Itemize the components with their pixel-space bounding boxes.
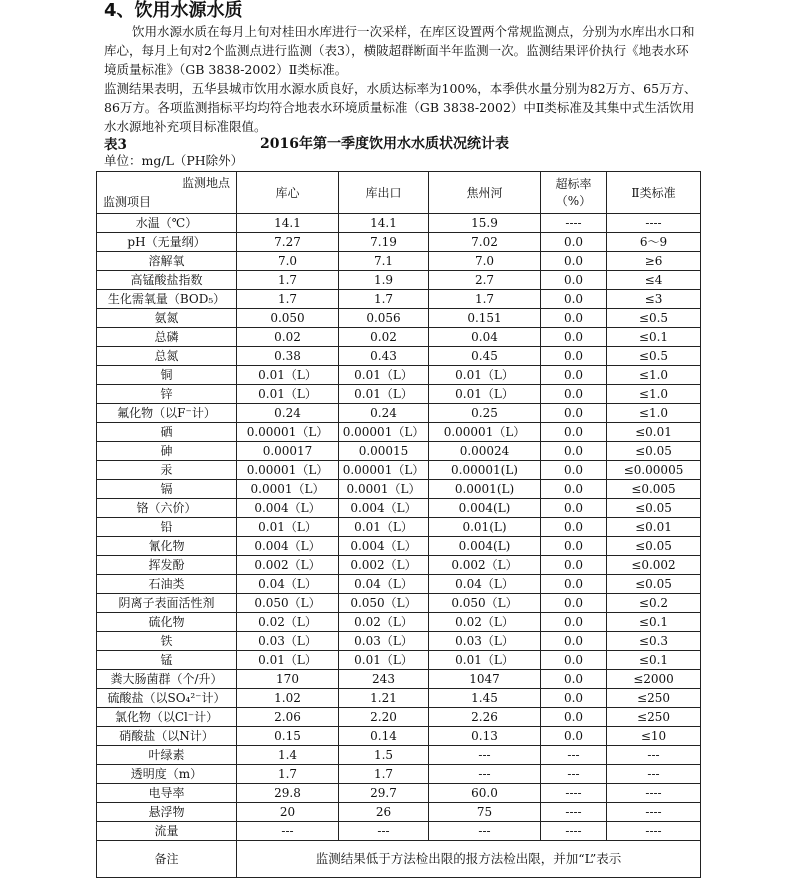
cell-kuchukou: 0.24 [339,404,429,423]
table-row [97,423,701,442]
cell-jiaozhouhe: 7.0 [429,252,541,271]
table-row [97,670,701,689]
table-row [97,727,701,746]
cell-standard: ≤0.1 [607,328,701,347]
cell-kuchukou: 0.004（L） [339,499,429,518]
cell-exceed-rate: 0.0 [541,613,607,632]
cell-exceed-rate: 0.0 [541,575,607,594]
header-exceed-rate-label: 超标率（%） [555,176,592,208]
cell-standard: ≤0.1 [607,613,701,632]
cell-item: 石油类 [97,575,237,594]
cell-jiaozhouhe: --- [429,822,541,841]
table-row [97,518,701,537]
cell-item: 总磷 [97,328,237,347]
cell-standard: ≤4 [607,271,701,290]
table-row [97,461,701,480]
table-row [97,575,701,594]
cell-kuchukou: 0.04（L） [339,575,429,594]
cell-kuxin: 0.01（L） [237,651,339,670]
header-corner-cell [97,172,237,214]
cell-exceed-rate: 0.0 [541,480,607,499]
cell-kuchukou: 0.01（L） [339,366,429,385]
cell-item: 锌 [97,385,237,404]
cell-kuchukou: 29.7 [339,784,429,803]
cell-kuxin: 170 [237,670,339,689]
cell-item: 悬浮物 [97,803,237,822]
cell-kuchukou: 0.43 [339,347,429,366]
table-row [97,385,701,404]
cell-item: 锰 [97,651,237,670]
cell-standard: ≤0.05 [607,537,701,556]
cell-jiaozhouhe: 0.00024 [429,442,541,461]
cell-kuchukou: 0.14 [339,727,429,746]
cell-exceed-rate: 0.0 [541,328,607,347]
cell-standard: ≤0.01 [607,423,701,442]
cell-jiaozhouhe: 7.02 [429,233,541,252]
cell-exceed-rate: 0.0 [541,670,607,689]
cell-kuchukou: 0.01（L） [339,385,429,404]
header-item-label: 监测项目 [103,195,152,209]
cell-kuchukou: 0.02（L） [339,613,429,632]
water-quality-table [96,171,701,878]
cell-kuxin: 29.8 [237,784,339,803]
cell-kuxin: 0.050 [237,309,339,328]
cell-standard: ≤0.00005 [607,461,701,480]
cell-exceed-rate: 0.0 [541,461,607,480]
cell-kuxin: 14.1 [237,214,339,233]
cell-item: 叶绿素 [97,746,237,765]
cell-item: 铬（六价） [97,499,237,518]
cell-jiaozhouhe: 0.04（L） [429,575,541,594]
cell-item: 高锰酸盐指数 [97,271,237,290]
cell-exceed-rate: 0.0 [541,518,607,537]
cell-kuchukou: 7.19 [339,233,429,252]
cell-standard: ≤3 [607,290,701,309]
cell-kuxin: 1.4 [237,746,339,765]
cell-item: 氰化物 [97,537,237,556]
cell-kuchukou: 243 [339,670,429,689]
cell-kuchukou: 0.00001（L） [339,423,429,442]
table-row [97,366,701,385]
cell-item: 挥发酚 [97,556,237,575]
cell-exceed-rate: 0.0 [541,727,607,746]
cell-kuchukou: 26 [339,803,429,822]
intro-paragraph: 饮用水源水质在每月上旬对桂田水库进行一次采样，在库区设置两个常规监测点，分别为水库出水口和库心，每月上旬对2个监测点进行监测（表3），横陂超群断面半年监测一次。监测结果评价执行《地表水环境质量标准》（GB 3838-2002）Ⅱ类标准。 [104,24,695,77]
cell-exceed-rate: 0.0 [541,442,607,461]
cell-standard: ≤1.0 [607,404,701,423]
unit-note: 单位：mg/L（PH除外） [104,153,244,168]
table-row [97,784,701,803]
table-label: 表3 [104,137,127,153]
cell-kuchukou: 1.9 [339,271,429,290]
cell-jiaozhouhe: 0.02（L） [429,613,541,632]
table-body [97,214,701,841]
header-kuxin: 库心 [237,172,339,214]
cell-exceed-rate: 0.0 [541,632,607,651]
cell-item: 硒 [97,423,237,442]
table-row [97,271,701,290]
cell-kuxin: 1.7 [237,271,339,290]
table-row [97,651,701,670]
table-row [97,347,701,366]
cell-jiaozhouhe: 2.7 [429,271,541,290]
cell-item: 阴离子表面活性剂 [97,594,237,613]
cell-exceed-rate: 0.0 [541,651,607,670]
cell-jiaozhouhe: 1.45 [429,689,541,708]
cell-item: 粪大肠菌群（个/升） [97,670,237,689]
cell-item: 氯化物（以Cl⁻计） [97,708,237,727]
cell-standard: ≤0.05 [607,442,701,461]
cell-kuchukou: 1.7 [339,290,429,309]
cell-jiaozhouhe: 0.01(L) [429,518,541,537]
cell-standard: ---- [607,784,701,803]
table-row [97,765,701,784]
results-paragraph: 监测结果表明，五华县城市饮用水源水质良好，水质达标率为100%，本季供水量分别为82万方、65万方、86万方。各项监测指标平均均符合地表水环境质量标准（GB 3838-2002）中Ⅱ类标准及其集中式生活饮用水水源地补充项目标准限值。 [104,81,697,134]
cell-jiaozhouhe: 0.25 [429,404,541,423]
cell-jiaozhouhe: 0.050（L） [429,594,541,613]
cell-item: 生化需氧量（BOD₅） [97,290,237,309]
cell-kuchukou: 1.5 [339,746,429,765]
cell-kuxin: 1.02 [237,689,339,708]
table-row [97,309,701,328]
cell-kuxin: 0.01（L） [237,366,339,385]
cell-standard: ≤0.5 [607,347,701,366]
cell-item: 硝酸盐（以N计） [97,727,237,746]
cell-jiaozhouhe: 0.004(L) [429,499,541,518]
cell-jiaozhouhe: 0.04 [429,328,541,347]
cell-standard: ≤0.5 [607,309,701,328]
cell-exceed-rate: 0.0 [541,404,607,423]
cell-kuxin: 0.38 [237,347,339,366]
cell-standard: ---- [607,803,701,822]
cell-exceed-rate: 0.0 [541,290,607,309]
table-row [97,480,701,499]
cell-exceed-rate: ---- [541,784,607,803]
cell-kuxin: 0.004（L） [237,537,339,556]
cell-jiaozhouhe: 0.002（L） [429,556,541,575]
cell-standard: ≤0.05 [607,575,701,594]
cell-standard: ≤0.2 [607,594,701,613]
cell-kuchukou: 7.1 [339,252,429,271]
cell-kuxin: 0.01（L） [237,385,339,404]
table-row [97,803,701,822]
table-row [97,252,701,271]
cell-kuxin: 0.050（L） [237,594,339,613]
table-row [97,746,701,765]
cell-exceed-rate: --- [541,765,607,784]
cell-kuchukou: 0.002（L） [339,556,429,575]
cell-standard: ≤250 [607,689,701,708]
cell-item: 硫化物 [97,613,237,632]
cell-standard: ≤0.005 [607,480,701,499]
cell-kuxin: 0.0001（L） [237,480,339,499]
cell-kuchukou: 2.20 [339,708,429,727]
cell-jiaozhouhe: --- [429,746,541,765]
cell-jiaozhouhe: 0.004(L) [429,537,541,556]
cell-kuchukou: 1.21 [339,689,429,708]
cell-item: 镉 [97,480,237,499]
table-row [97,290,701,309]
cell-kuchukou: 0.050（L） [339,594,429,613]
cell-kuxin: 0.01（L） [237,518,339,537]
cell-jiaozhouhe: 0.13 [429,727,541,746]
cell-jiaozhouhe: 0.00001（L） [429,423,541,442]
cell-kuxin: 0.04（L） [237,575,339,594]
cell-exceed-rate: 0.0 [541,385,607,404]
cell-item: 水温（℃） [97,214,237,233]
cell-item: pH（无量纲） [97,233,237,252]
cell-exceed-rate: ---- [541,214,607,233]
cell-exceed-rate: 0.0 [541,556,607,575]
cell-kuchukou: 0.03（L） [339,632,429,651]
table-row [97,556,701,575]
cell-kuxin: 0.02（L） [237,613,339,632]
cell-exceed-rate: --- [541,746,607,765]
cell-kuxin: 7.27 [237,233,339,252]
cell-item: 铜 [97,366,237,385]
cell-jiaozhouhe: 75 [429,803,541,822]
table-row [97,499,701,518]
cell-kuchukou: 0.0001（L） [339,480,429,499]
cell-item: 溶解氧 [97,252,237,271]
cell-jiaozhouhe: 0.45 [429,347,541,366]
cell-kuxin: 0.002（L） [237,556,339,575]
cell-standard: --- [607,746,701,765]
cell-standard: ≤2000 [607,670,701,689]
cell-item: 电导率 [97,784,237,803]
cell-kuchukou: 0.00001（L） [339,461,429,480]
cell-exceed-rate: 0.0 [541,309,607,328]
cell-kuchukou: 0.01（L） [339,651,429,670]
cell-standard: ≤0.01 [607,518,701,537]
cell-kuchukou: 14.1 [339,214,429,233]
table-row [97,214,701,233]
cell-jiaozhouhe: 0.0001(L) [429,480,541,499]
cell-standard: ≤0.1 [607,651,701,670]
cell-kuxin: 0.004（L） [237,499,339,518]
cell-item: 铁 [97,632,237,651]
cell-kuchukou: 1.7 [339,765,429,784]
cell-kuxin: 0.00001（L） [237,423,339,442]
cell-exceed-rate: 0.0 [541,423,607,442]
cell-jiaozhouhe: 0.01（L） [429,385,541,404]
cell-standard: ≤0.002 [607,556,701,575]
cell-kuxin: 0.24 [237,404,339,423]
cell-item: 流量 [97,822,237,841]
cell-jiaozhouhe: 60.0 [429,784,541,803]
cell-jiaozhouhe: 0.03（L） [429,632,541,651]
cell-exceed-rate: 0.0 [541,689,607,708]
cell-jiaozhouhe: 15.9 [429,214,541,233]
table-header-row [97,172,701,214]
cell-kuxin: 20 [237,803,339,822]
cell-jiaozhouhe: 0.01（L） [429,651,541,670]
cell-item: 硫酸盐（以SO₄²⁻计） [97,689,237,708]
cell-jiaozhouhe: 1.7 [429,290,541,309]
cell-jiaozhouhe: --- [429,765,541,784]
table-row [97,632,701,651]
note-label: 备注 [97,841,237,878]
cell-kuxin: 7.0 [237,252,339,271]
cell-item: 砷 [97,442,237,461]
cell-exceed-rate: 0.0 [541,347,607,366]
cell-kuchukou: 0.00015 [339,442,429,461]
cell-exceed-rate: 0.0 [541,252,607,271]
cell-exceed-rate: 0.0 [541,366,607,385]
cell-standard: ≤1.0 [607,366,701,385]
cell-kuchukou: --- [339,822,429,841]
header-jiaozhouhe: 焦州河 [429,172,541,214]
table-row [97,328,701,347]
cell-kuxin: 0.02 [237,328,339,347]
note-text: 监测结果低于方法检出限的报方法检出限，并加“L”表示 [237,841,701,878]
table-row [97,822,701,841]
cell-item: 总氮 [97,347,237,366]
table-row [97,233,701,252]
cell-item: 汞 [97,461,237,480]
cell-standard: ≥6 [607,252,701,271]
cell-item: 氟化物（以F⁻计） [97,404,237,423]
cell-item: 铅 [97,518,237,537]
cell-kuxin: 0.15 [237,727,339,746]
cell-kuxin: --- [237,822,339,841]
cell-standard: --- [607,765,701,784]
cell-kuchukou: 0.056 [339,309,429,328]
cell-kuxin: 2.06 [237,708,339,727]
cell-exceed-rate: ---- [541,803,607,822]
cell-jiaozhouhe: 1047 [429,670,541,689]
table-row [97,594,701,613]
cell-kuxin: 1.7 [237,765,339,784]
cell-jiaozhouhe: 0.00001(L) [429,461,541,480]
header-location-label: 监测地点 [181,176,230,190]
cell-exceed-rate: 0.0 [541,537,607,556]
header-kuchukou: 库出口 [339,172,429,214]
cell-jiaozhouhe: 2.26 [429,708,541,727]
cell-standard: ≤1.0 [607,385,701,404]
table-row [97,442,701,461]
cell-standard: ≤0.05 [607,499,701,518]
header-class-ii-standard: Ⅱ类标准 [607,172,701,214]
cell-exceed-rate: ---- [541,822,607,841]
table-caption [104,133,698,153]
cell-exceed-rate: 0.0 [541,233,607,252]
table-row [97,689,701,708]
cell-exceed-rate: 0.0 [541,594,607,613]
cell-standard: ≤10 [607,727,701,746]
header-exceed-rate [541,172,607,214]
cell-kuxin: 1.7 [237,290,339,309]
section-heading: 4、饮用水源水质 [104,0,243,21]
cell-standard: 6～9 [607,233,701,252]
cell-kuchukou: 0.01（L） [339,518,429,537]
table-row [97,404,701,423]
cell-jiaozhouhe: 0.01（L） [429,366,541,385]
cell-standard: ---- [607,214,701,233]
note-row [97,841,701,878]
cell-kuchukou: 0.004（L） [339,537,429,556]
cell-item: 氨氮 [97,309,237,328]
table-row [97,708,701,727]
cell-kuxin: 0.00017 [237,442,339,461]
cell-exceed-rate: 0.0 [541,499,607,518]
table-row [97,537,701,556]
cell-kuxin: 0.03（L） [237,632,339,651]
cell-standard: ≤0.3 [607,632,701,651]
table-title: 2016年第一季度饮用水水质状况统计表 [260,136,509,152]
cell-exceed-rate: 0.0 [541,708,607,727]
cell-item: 透明度（m） [97,765,237,784]
cell-kuchukou: 0.02 [339,328,429,347]
cell-standard: ≤250 [607,708,701,727]
cell-jiaozhouhe: 0.151 [429,309,541,328]
cell-standard: ---- [607,822,701,841]
cell-kuxin: 0.00001（L） [237,461,339,480]
table-row [97,613,701,632]
cell-exceed-rate: 0.0 [541,271,607,290]
